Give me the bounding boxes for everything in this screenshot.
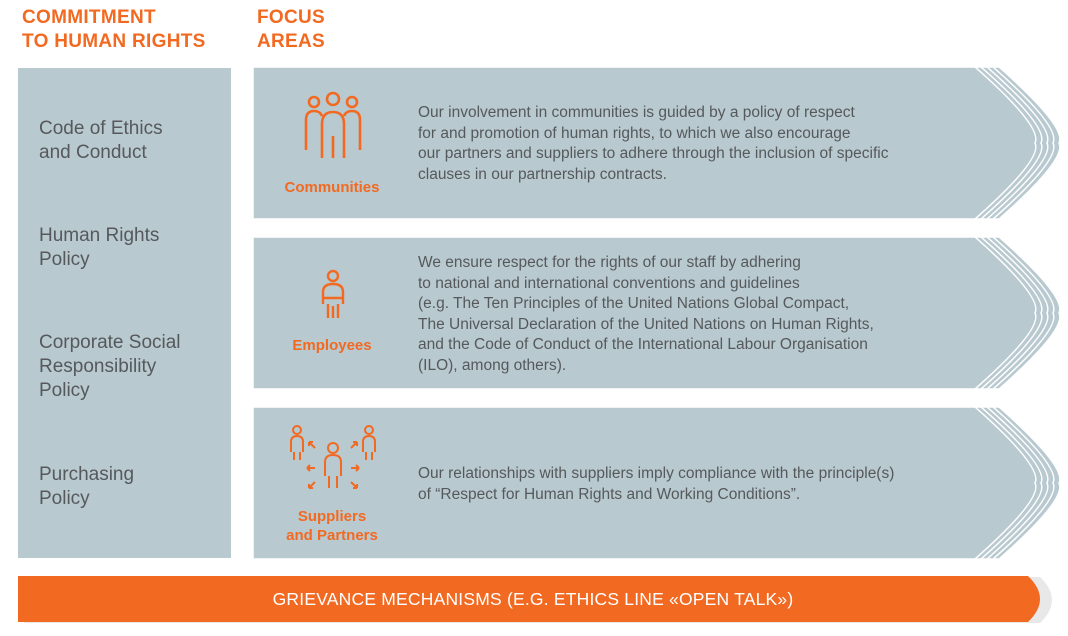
policy-code-of-ethics bbox=[39, 117, 229, 165]
policy-line: Policy bbox=[39, 249, 90, 270]
text-line: our partners and suppliers to adhere through the inclusion of specific bbox=[418, 145, 889, 162]
text-line: Our involvement in communities is guided by a policy of respect bbox=[418, 104, 855, 121]
focus-area-label-line: Suppliers bbox=[297, 508, 367, 525]
policy-line: Purchasing bbox=[39, 464, 135, 485]
text-line: of “Respect for Human Rights and Working Conditions”. bbox=[418, 485, 801, 503]
focus-area-label-suppliers bbox=[262, 507, 402, 545]
focus-area-label-communities bbox=[262, 178, 402, 197]
text-line: (ILO), among others). bbox=[418, 356, 567, 374]
text-line: Our relationships with suppliers imply compliance with the principle(s) bbox=[418, 465, 895, 482]
policy-purchasing bbox=[39, 463, 229, 511]
focus-area-text-suppliers bbox=[418, 464, 1018, 505]
focus-areas-header-line-2: AREAS bbox=[257, 31, 326, 52]
text-line: We ensure respect for the rights of our staff by adhering bbox=[418, 254, 801, 271]
commitment-header-line-1: COMMITMENT bbox=[22, 7, 156, 28]
policy-line: Corporate Social bbox=[39, 332, 181, 353]
focus-areas-header bbox=[257, 6, 325, 54]
policy-panel bbox=[18, 68, 231, 558]
text-line: to national and international conventions and guidelines bbox=[418, 274, 800, 292]
focus-area-label-line: and Partners bbox=[286, 527, 378, 544]
text-line: (e.g. The Ten Principles of the United Nations Global Compact, bbox=[418, 295, 850, 312]
text-line: for and promotion of human rights, to which we also encourage bbox=[418, 124, 851, 142]
text-line: and the Code of Conduct of the International Labour Organisation bbox=[418, 336, 868, 353]
people-network-icon bbox=[285, 422, 381, 494]
policy-human-rights bbox=[39, 224, 229, 272]
focus-area-text-employees bbox=[418, 253, 1018, 376]
focus-area-label-line: Employees bbox=[292, 337, 372, 354]
focus-area-label-line: Communities bbox=[284, 179, 380, 196]
policy-line: Responsibility bbox=[39, 356, 157, 377]
text-line: The Universal Declaration of the United Nations on Human Rights, bbox=[418, 315, 874, 333]
focus-area-text-communities bbox=[418, 103, 1018, 185]
grievance-banner-text: GRIEVANCE MECHANISMS (E.G. ETHICS LINE «OPEN TALK») bbox=[272, 589, 794, 609]
policy-csr bbox=[39, 331, 229, 403]
text-line: clauses in our partnership contracts. bbox=[418, 165, 667, 183]
group-of-people-icon bbox=[300, 90, 366, 162]
focus-areas-header-line-1: FOCUS bbox=[257, 7, 325, 28]
policy-line: Human Rights bbox=[39, 225, 160, 246]
commitment-header bbox=[22, 6, 206, 54]
policy-line: Code of Ethics bbox=[39, 118, 163, 139]
policy-line: Policy bbox=[39, 380, 90, 401]
focus-area-label-employees bbox=[262, 336, 402, 355]
policy-line: and Conduct bbox=[39, 142, 147, 163]
commitment-header-line-2: TO HUMAN RIGHTS bbox=[22, 31, 206, 52]
policy-line: Policy bbox=[39, 488, 90, 509]
employee-person-icon bbox=[317, 268, 349, 322]
